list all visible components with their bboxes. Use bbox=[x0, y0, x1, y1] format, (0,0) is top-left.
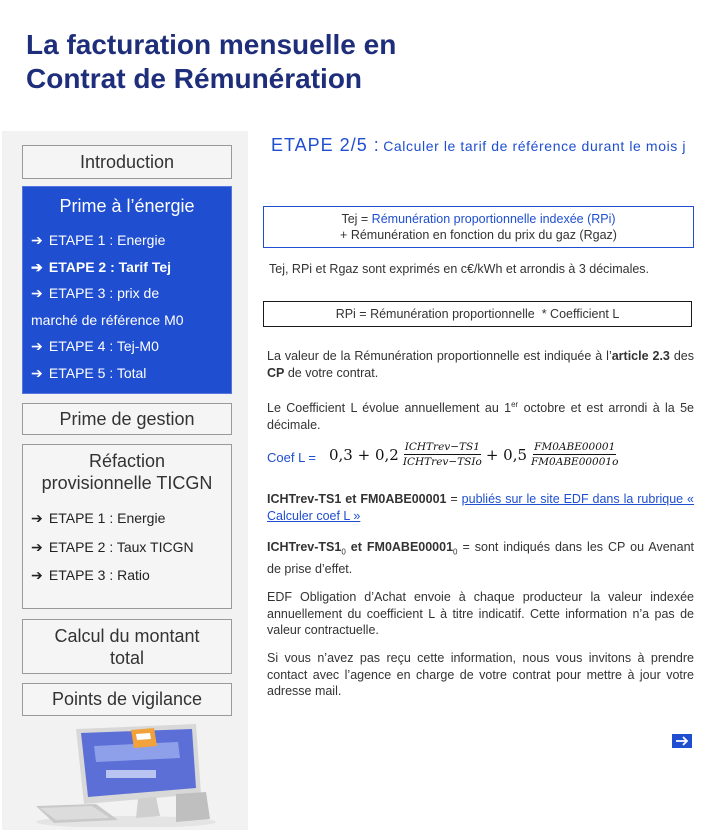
cp-ref: CP bbox=[267, 365, 285, 380]
nav-step-prix-marche[interactable] bbox=[31, 280, 231, 333]
coef-constant: 0,3 + 0,2 bbox=[329, 445, 399, 464]
step-label: ETAPE 3 : Ratio bbox=[48, 567, 150, 583]
step-label: ETAPE 1 : Energie bbox=[48, 510, 166, 526]
index-names: ICHTrev-TS1 et FM0ABE00001 bbox=[267, 492, 447, 506]
article-ref: article 2.3 bbox=[611, 349, 670, 363]
fraction-ichtrev bbox=[402, 441, 483, 468]
step-label: ETAPE 4 : Tej-M0 bbox=[48, 338, 159, 354]
nav-step-energie[interactable] bbox=[31, 227, 231, 254]
page-title-line1: La facturation mensuelle en bbox=[26, 29, 397, 60]
coef-l-formula bbox=[267, 437, 694, 479]
text: octobre et est arrondi à la 5e décimale. bbox=[267, 401, 694, 432]
arrow-right-icon: ➔ bbox=[31, 364, 43, 381]
arrow-right-icon: ➔ bbox=[31, 510, 43, 526]
computer-payment-illustration bbox=[26, 724, 226, 827]
numerator: ICHTrev−TS1 bbox=[404, 441, 480, 453]
step-description: Calculer le tarif de référence durant le mois j bbox=[383, 138, 687, 154]
sidebar bbox=[2, 131, 248, 830]
arrow-right-icon: ➔ bbox=[31, 285, 43, 301]
step-label-cont: marché de référence M0 bbox=[31, 311, 184, 328]
rpi-formula-box: RPi = Rémunération proportionnelle * Coefficient L bbox=[263, 301, 692, 327]
arrow-right-icon: ➔ bbox=[31, 538, 43, 555]
text: La valeur de la Rémunération proportionnelle est indiquée à l’ bbox=[267, 349, 612, 363]
step-label: ETAPE 2 : Tarif Tej bbox=[48, 258, 172, 275]
step-heading bbox=[271, 134, 696, 158]
nav-refaction-line2: provisionnelle TICGN bbox=[41, 473, 213, 493]
arrow-right-icon: ➔ bbox=[31, 567, 43, 583]
page-title bbox=[26, 28, 706, 96]
remuneration-paragraph bbox=[267, 348, 694, 381]
step-number: ETAPE 2/5 : bbox=[271, 135, 380, 155]
page-title-line2: Contrat de Rémunération bbox=[26, 63, 363, 94]
arrow-right-icon bbox=[672, 734, 692, 748]
text: et FM0ABE00001 bbox=[345, 540, 454, 554]
prime-energie-steps bbox=[23, 227, 231, 386]
initial-index-paragraph bbox=[267, 539, 694, 578]
denominator: FM0ABE00001o bbox=[531, 456, 619, 468]
arrow-right-icon: ➔ bbox=[31, 258, 43, 275]
nav-step-tarif-tej[interactable] bbox=[31, 254, 231, 281]
nav-refaction-line1: Réfaction bbox=[88, 451, 166, 471]
superscript: er bbox=[511, 400, 519, 409]
coef-constant: + 0,5 bbox=[485, 445, 528, 464]
edf-info-paragraph: EDF Obligation d’Achat envoie à chaque producteur la valeur indexée annuellement du coefficient L à titre indicatif. Cette information n’a pas de valeur contractuelle. bbox=[267, 590, 694, 637]
arrow-right-icon: ➔ bbox=[31, 338, 43, 354]
nav-step-ratio[interactable] bbox=[31, 561, 231, 590]
text: des bbox=[669, 349, 694, 363]
text: = bbox=[446, 492, 462, 506]
numerator: FM0ABE00001 bbox=[534, 441, 616, 453]
rpi-term: Rémunération proportionnelle indexée (RPi) bbox=[371, 212, 616, 226]
text: de votre contrat. bbox=[284, 365, 379, 380]
nav-prime-energie-label[interactable]: Prime à l’énergie bbox=[59, 196, 195, 216]
coefficient-paragraph bbox=[267, 397, 694, 433]
nav-step-tej-m0[interactable] bbox=[31, 333, 231, 360]
subscript: 0 bbox=[453, 547, 458, 557]
coef-equation bbox=[329, 441, 622, 468]
index-source-paragraph bbox=[267, 491, 694, 524]
fraction-fm0abe bbox=[530, 441, 619, 468]
denominator: ICHTrev−TSIo bbox=[402, 456, 482, 468]
nav-prime-energie bbox=[22, 186, 232, 394]
nav-calcul-montant[interactable] bbox=[22, 619, 232, 674]
contact-paragraph: Si vous n’avez pas reçu cette information, nous vous invitons à prendre contact avec l’agence en charge de votre contrat pour mettre à jour votre adresse mail. bbox=[267, 651, 694, 698]
nav-refaction-ticgn bbox=[22, 444, 232, 609]
tej-formula-box bbox=[263, 206, 694, 248]
nav-step-total[interactable] bbox=[31, 360, 231, 387]
refaction-steps bbox=[23, 504, 231, 590]
rgaz-term: + Rémunération en fonction du prix du gaz (Rgaz) bbox=[340, 228, 617, 242]
nav-calcul-line1: Calcul du montant bbox=[54, 626, 200, 646]
nav-step-taux-ticgn[interactable] bbox=[31, 533, 231, 562]
step-label: ETAPE 3 : prix de bbox=[48, 285, 160, 301]
step-label: ETAPE 5 : Total bbox=[48, 364, 147, 381]
step-label: ETAPE 1 : Energie bbox=[48, 232, 166, 248]
calculer-coef-l-link[interactable]: publiés sur le site EDF dans la rubrique « Calculer coef L » bbox=[267, 492, 695, 523]
arrow-right-icon: ➔ bbox=[31, 232, 43, 248]
coef-label: Coef L = bbox=[267, 450, 317, 465]
text: Le Coefficient L évolue annuellement au 1 bbox=[267, 401, 512, 416]
text: ICHTrev-TS1 bbox=[267, 540, 342, 554]
nav-refaction-label[interactable] bbox=[23, 445, 231, 494]
nav-introduction[interactable]: Introduction bbox=[22, 145, 232, 179]
nav-prime-gestion[interactable]: Prime de gestion bbox=[22, 403, 232, 435]
nav-calcul-line2: total bbox=[109, 648, 145, 668]
nav-step-refaction-energie[interactable] bbox=[31, 504, 231, 533]
subscript: 0 bbox=[341, 547, 346, 557]
next-page-button[interactable] bbox=[672, 734, 692, 748]
step-label: ETAPE 2 : Taux TICGN bbox=[48, 538, 194, 555]
text: = sont indiqués dans les CP ou Avenant de prise d’effet. bbox=[267, 540, 694, 576]
nav-points-vigilance[interactable]: Points de vigilance bbox=[22, 683, 232, 716]
units-note: Tej, RPi et Rgaz sont exprimés en c€/kWh et arrondis à 3 décimales. bbox=[269, 262, 650, 276]
tej-symbol: Tej bbox=[341, 212, 358, 226]
equals-sign: = bbox=[357, 212, 372, 226]
